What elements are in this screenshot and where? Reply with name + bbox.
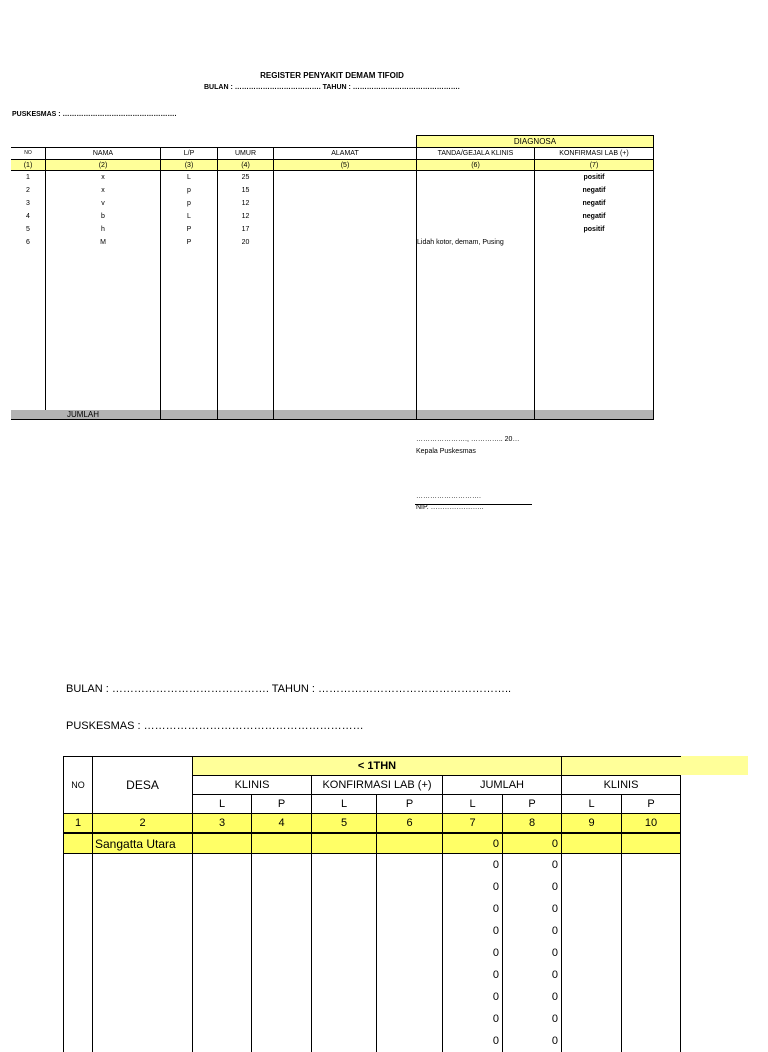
- report-header-desa: DESA: [93, 757, 193, 814]
- jumlah-l-cell: 0: [443, 1008, 503, 1030]
- jumlah-p-cell: 0: [503, 964, 562, 986]
- jumlah-row: [11, 410, 654, 420]
- table-row: 1 x L 25 positif: [11, 171, 654, 184]
- jumlah-l-cell: 0: [443, 986, 503, 1008]
- table-row: [64, 876, 681, 898]
- table-row: 3 v p 12 negatif: [11, 197, 654, 210]
- jumlah-p-cell: 0: [503, 1030, 562, 1052]
- table-row: [64, 964, 681, 986]
- col-number: 8: [503, 814, 562, 834]
- jumlah-p-cell: 0: [503, 986, 562, 1008]
- jumlah-l-cell: 0: [443, 920, 503, 942]
- register-period: BULAN : ………………………………. TAHUN : ……………………………………….: [204, 84, 460, 91]
- report-header-konfirmasi: KONFIRMASI LAB (+): [312, 776, 443, 795]
- jumlah-p-cell: 0: [503, 833, 562, 854]
- desa-cell: [93, 854, 193, 877]
- desa-cell: [93, 964, 193, 986]
- col-number: (5): [274, 160, 417, 171]
- table-row: [64, 1030, 681, 1052]
- col-number: (2): [46, 160, 161, 171]
- jumlah-label: JUMLAH: [67, 409, 100, 419]
- sub-header: P: [503, 795, 562, 814]
- table-row: 5 h P 17 positif: [11, 223, 654, 236]
- report-header-jumlah: JUMLAH: [443, 776, 562, 795]
- desa-cell: Sangatta Utara: [93, 833, 193, 854]
- col-number: 1: [64, 814, 93, 834]
- report-header-no: NO: [64, 757, 93, 814]
- report-header-klinis-2: KLINIS: [562, 776, 681, 795]
- jumlah-l-cell: 0: [443, 833, 503, 854]
- register-puskesmas: PUSKESMAS : ………………………………………….: [12, 111, 177, 118]
- table-row: [64, 854, 681, 877]
- sub-header: L: [312, 795, 377, 814]
- header-nama: NAMA: [46, 148, 161, 160]
- col-number: (1): [23, 161, 33, 169]
- signature-nip: NIP. …………………..: [416, 504, 484, 511]
- jumlah-p-cell: 0: [503, 898, 562, 920]
- jumlah-l-cell: 0: [443, 1030, 503, 1052]
- header-konfirmasi: KONFIRMASI LAB (+): [535, 148, 654, 160]
- table-row: 6 M P 20 Lidah kotor, demam, Pusing: [11, 236, 654, 249]
- col-number: (7): [535, 160, 654, 171]
- desa-cell: [93, 986, 193, 1008]
- jumlah-p-cell: 0: [503, 1008, 562, 1030]
- col-number: 6: [377, 814, 443, 834]
- diagnosa-header: DIAGNOSA: [417, 136, 654, 148]
- header-alamat: ALAMAT: [274, 148, 417, 160]
- jumlah-l-cell: 0: [443, 876, 503, 898]
- sub-header: P: [252, 795, 312, 814]
- sub-header: L: [443, 795, 503, 814]
- table-row: [64, 986, 681, 1008]
- col-number: 3: [193, 814, 252, 834]
- sub-header: L: [193, 795, 252, 814]
- jumlah-l-cell: 0: [443, 964, 503, 986]
- col-number: 5: [312, 814, 377, 834]
- col-number: 4: [252, 814, 312, 834]
- jumlah-l-cell: 0: [443, 898, 503, 920]
- jumlah-p-cell: 0: [503, 942, 562, 964]
- table-row: 2 x p 15 negatif: [11, 184, 654, 197]
- col-number: (4): [218, 160, 274, 171]
- desa-cell: [93, 1008, 193, 1030]
- col-number: (3): [161, 160, 218, 171]
- jumlah-p-cell: 0: [503, 876, 562, 898]
- report-header-klinis: KLINIS: [193, 776, 312, 795]
- desa-cell: [93, 942, 193, 964]
- age-group-header: < 1THN: [193, 757, 562, 776]
- col-number: 9: [562, 814, 622, 834]
- header-lp: L/P: [161, 148, 218, 160]
- sub-header: L: [562, 795, 622, 814]
- header-no: NO: [11, 148, 46, 160]
- header-tanda: TANDA/GEJALA KLINIS: [417, 148, 535, 160]
- desa-cell: [93, 920, 193, 942]
- table-row: [64, 942, 681, 964]
- table-row: [64, 898, 681, 920]
- desa-cell: [93, 1030, 193, 1052]
- register-title: REGISTER PENYAKIT DEMAM TIFOID: [260, 71, 404, 80]
- jumlah-l-cell: 0: [443, 854, 503, 877]
- table-row: [64, 1008, 681, 1030]
- desa-cell: [93, 876, 193, 898]
- jumlah-p-cell: 0: [503, 854, 562, 877]
- jumlah-p-cell: 0: [503, 920, 562, 942]
- col-number: 10: [622, 814, 681, 834]
- table-row: [64, 833, 681, 854]
- report-period: BULAN : ……………………………………. TAHUN : ……………………………………………..: [66, 683, 512, 695]
- table-row: 4 b L 12 negatif: [11, 210, 654, 223]
- signature-role: Kepala Puskesmas: [416, 448, 476, 455]
- sub-header: P: [377, 795, 443, 814]
- signature-date: …………………., ………….. 20…: [416, 436, 520, 443]
- report-puskesmas: PUSKESMAS : ……………………………………………………: [66, 720, 364, 732]
- table-row: [64, 920, 681, 942]
- report-table: [63, 756, 681, 1052]
- jumlah-l-cell: 0: [443, 942, 503, 964]
- header-umur: UMUR: [218, 148, 274, 160]
- signature-name-line: ……………………….: [416, 493, 481, 500]
- register-table: [11, 135, 654, 420]
- sub-header: P: [622, 795, 681, 814]
- desa-cell: [93, 898, 193, 920]
- col-number: 2: [93, 814, 193, 834]
- col-number: 7: [443, 814, 503, 834]
- col-number: (6): [417, 160, 535, 171]
